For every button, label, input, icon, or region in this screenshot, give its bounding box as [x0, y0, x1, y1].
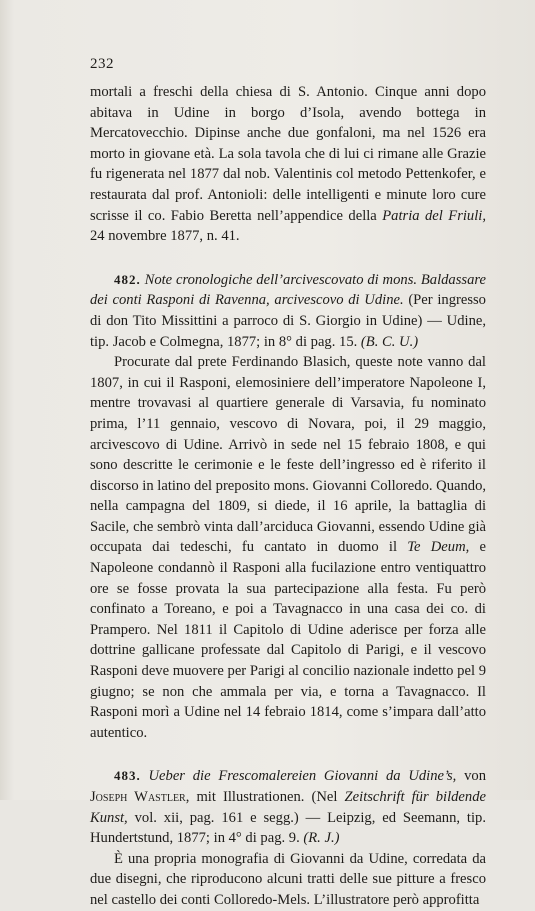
entry-description-482: [90, 352, 486, 743]
entry-number: 483.: [114, 768, 141, 784]
entry-source: (R. J.): [303, 830, 340, 847]
bibliography-entry-482: [90, 270, 486, 352]
journal-title: Patria del Friuli,: [382, 207, 486, 224]
entry-imprint: (Per ingresso di don Tito Missittini a parroco di S. Giorgio in Udine) — Udine, tip. Jacob e Colmegna, 1877; in 8° di pag. 15.: [90, 292, 486, 350]
italic-term: Te Deum,: [407, 539, 470, 556]
paragraph-continuation: [90, 82, 486, 247]
entry-title: Note cronologiche dell’arcivescovato di mons. Baldassare dei conti Rasponi di Ravenna, arcivescovo di Udine.: [90, 271, 486, 309]
journal-title: Zeitschrift für bildende Kunst,: [90, 789, 486, 826]
text-span: È una propria monografia di Giovanni da Udine, corredata da due disegni, che riproducono alcuni tratti delle sue pitture a fresco nel castello dei conti Colloredo-Mels. L’illustratore però approfitta: [90, 850, 486, 908]
text-span: e Napoleone condannò il Rasponi alla fucilazione entro ventiquattro ore se fosse provata la sua partecipazione alla festa. Fu però confinato a Toreano, e poi a Tavagnacco in una casa dei co. di Prampero. Nel 1811 il Capitolo di Udine aderisce per forza alle dottrine gallicane professate dal Capitolo di Parigi, e il vescovo Rasponi deve muovere per Parigi al concilio nazionale indetto pel 9 giugno; se non che ammala per via, e torna a Tavagnacco. Il Rasponi morì a Udine nel 14 febraio 1814, come s’impara dall’atto autentico.: [90, 539, 486, 741]
text-span: mortali a freschi della chiesa di S. Antonio. Cinque anni dopo abitava in Udine in borgo d’Isola, avendo bottega in Mercatovecchio. Dipinse anche due gonfaloni, ma nel 1526 era morto in giovane età. La sola tavola che di lui ci rimane alle Grazie fu rigenerata nel 1877 dal nob. Valentinis col metodo Pettenkofer, e restaurata dal prof. Antonioli: delle intelligenti e minute loro cure scrisse il co. Fabio Beretta nell’appendice della: [90, 84, 486, 224]
entry-number: 482.: [114, 271, 141, 287]
entry-author: Joseph Wastler,: [90, 789, 190, 805]
text-span: von: [456, 768, 486, 785]
entry-imprint: vol. xii, pag. 161 e segg.) — Leipzig, ed Seemann, tip. Hundertstund, 1877; in 4° di pag. 9.: [90, 809, 486, 847]
entry-source: (B. C. U.): [360, 333, 419, 350]
text-span: mit Illustrationen. (Nel: [189, 789, 345, 805]
entry-description-483: [90, 849, 486, 911]
text-span: 24 novembre 1877, n. 41.: [90, 228, 240, 245]
text-span: Procurate dal prete Ferdinando Blasich, queste note vanno dal 1807, in cui il Rasponi, elemosiniere dell’imperatore Napoleone I, mentre trovavasi al quartiere generale di Varsavia, fu nominato prima, l’11 gennaio, vescovo di Novara, poi, il 29 maggio, arcivescovo di Udine. Arrivò in sede nel 15 febraio 1808, e qui sono descritte le cerimonie e le feste dell’ingresso ed è riferito il discorso in latino del preposito mons. Giovanni Colloredo. Quando, nella campagna del 1809, si diede, il 16 aprile, la battaglia di Sacile, che sembrò vinta dall’arciduca Giovanni, essendo Udine già occupata dai tedeschi, fu cantato in duomo il: [90, 354, 487, 556]
page-body: [90, 82, 486, 911]
page-number: 232: [90, 56, 114, 72]
entry-title: Ueber die Frescomalereien Giovanni da Udine’s,: [140, 768, 457, 785]
bibliography-entry-483: [90, 766, 486, 848]
